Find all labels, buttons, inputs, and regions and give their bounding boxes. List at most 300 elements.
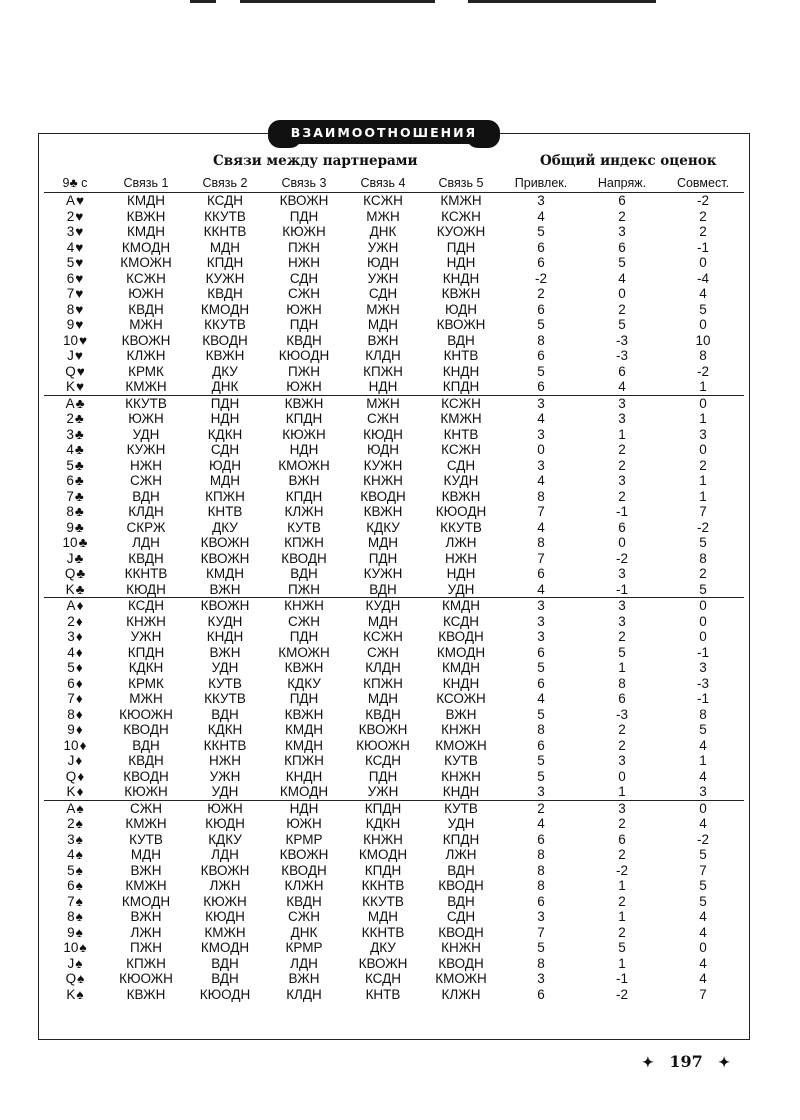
tension-cell: 5 [618, 317, 626, 332]
tension-cell: -1 [615, 581, 628, 597]
tension-cell: 3 [618, 224, 626, 239]
link-3-cell: КЮЖН [282, 224, 326, 239]
link-3-cell: КПЖН [284, 535, 324, 550]
attraction-cell: 4 [537, 411, 545, 426]
link-5-cell: КЮОДН [435, 504, 487, 519]
link-1-cell: МЖН [129, 317, 163, 332]
attraction-cell: 7 [537, 550, 545, 566]
attraction-cell: 6 [537, 379, 545, 394]
link-5-cell: ЛЖН [445, 847, 477, 862]
tension-cell: 1 [618, 955, 626, 971]
suit-icon: ♦ [75, 629, 83, 644]
link-5-cell: УДН [447, 581, 475, 597]
suit-icon: ♥ [76, 379, 85, 394]
link-5-cell: КПДН [442, 831, 480, 847]
card-cell [44, 582, 106, 598]
link-3-cell: ДНК [290, 924, 318, 940]
link-2-cell: УЖН [209, 768, 241, 784]
suit-icon: ♠ [75, 816, 83, 831]
attraction-cell: 8 [537, 332, 545, 348]
attraction-cell: 0 [537, 442, 545, 457]
table-row [44, 753, 744, 769]
card-cell [44, 784, 106, 800]
table-row [44, 614, 744, 630]
card-rank: 9 [66, 519, 74, 535]
attraction-cell: 6 [537, 986, 545, 1002]
compatibility-cell: 0 [699, 613, 707, 629]
top-rule-middle [240, 0, 435, 3]
link-1-cell: СЖН [130, 473, 162, 488]
link-3-cell: НЖН [288, 255, 320, 270]
card-rank: 6 [66, 270, 75, 286]
attraction-cell: 5 [537, 363, 545, 379]
suit-icon: ♦ [75, 660, 83, 675]
attraction-cell: 8 [537, 955, 545, 971]
card-rank: 3 [67, 629, 75, 644]
card-cell [44, 333, 106, 349]
compatibility-cell: 2 [699, 457, 707, 473]
link-3-cell: КРМР [285, 831, 323, 847]
attraction-cell: 8 [537, 722, 545, 737]
attraction-cell: 5 [537, 224, 545, 239]
card-cell [44, 629, 106, 645]
link-2-cell: КУДН [207, 613, 243, 629]
table-row [44, 863, 744, 879]
link-4-cell: КЮДН [363, 426, 403, 442]
page-number: 197 [669, 1052, 703, 1071]
link-3-cell: КВДН [286, 332, 322, 348]
card-rank: 10 [63, 940, 79, 955]
card-rank: 7 [66, 488, 74, 504]
link-4-cell: КДКН [365, 816, 401, 831]
link-3-cell: КЮОДН [278, 348, 330, 363]
link-2-cell: КВОЖН [200, 535, 250, 550]
attraction-cell: 4 [537, 519, 545, 535]
table-row [44, 566, 744, 582]
link-1-cell: КМДН [126, 224, 165, 239]
link-2-cell: КВЖН [205, 348, 245, 363]
card-rank: J [67, 348, 74, 363]
card-cell [44, 504, 106, 520]
link-5-cell: КНДН [442, 784, 480, 799]
card-rank: 7 [67, 893, 75, 909]
col-link-3: Связь 3 [281, 176, 327, 190]
suit-icon: ♠ [75, 909, 83, 924]
card-rank: 10 [62, 535, 78, 550]
link-5-cell: ЛЖН [445, 535, 477, 550]
compatibility-cell: 1 [699, 473, 707, 488]
compatibility-cell: 8 [699, 550, 707, 566]
link-3-cell: КУТВ [287, 519, 321, 535]
compatibility-cell: 4 [699, 955, 707, 971]
compatibility-cell: 1 [699, 753, 707, 768]
attraction-cell: 5 [537, 768, 545, 784]
card-cell [44, 489, 106, 505]
link-2-cell: КВДН [207, 286, 243, 301]
link-3-cell: КВДН [286, 893, 322, 909]
link-3-cell: КВОДН [281, 862, 327, 878]
link-1-cell: КМОДН [121, 239, 171, 255]
link-1-cell: КМДН [126, 193, 165, 208]
suit-icon: ♦ [75, 644, 83, 660]
tension-cell: 3 [618, 753, 626, 768]
card-rank: K [66, 784, 76, 799]
card-cell [44, 255, 106, 271]
link-1-cell: МДН [130, 847, 162, 862]
link-4-cell: КПЖН [363, 363, 403, 379]
compatibility-cell: 2 [699, 566, 707, 581]
link-4-cell: КМОДН [358, 847, 408, 862]
link-1-cell: КМЖН [125, 878, 167, 893]
attraction-cell: 3 [537, 629, 545, 644]
suit-icon: ♥ [75, 286, 84, 301]
table-row [44, 302, 744, 318]
link-1-cell: ПЖН [130, 940, 162, 955]
link-1-cell: СКРЖ [126, 519, 166, 535]
link-3-cell: НДН [289, 442, 319, 457]
footer-ornament-right: ✦ [718, 1055, 731, 1071]
attraction-cell: 6 [537, 255, 545, 270]
suit-icon: ♣ [74, 473, 84, 488]
link-5-cell: КНЖН [441, 768, 481, 784]
link-4-cell: МДН [367, 317, 399, 332]
card-cell [44, 614, 106, 630]
col-link-1: Связь 1 [123, 176, 169, 190]
table-row [44, 395, 744, 411]
link-2-cell: КМДН [205, 566, 244, 581]
card-cell [44, 863, 106, 879]
card-rank: 9 [67, 924, 75, 940]
link-5-cell: ЮДН [445, 301, 477, 317]
compatibility-cell: 5 [699, 535, 707, 550]
link-4-cell: КВЖН [363, 504, 403, 519]
attraction-cell: 2 [537, 286, 545, 301]
card-cell [44, 878, 106, 894]
suit-icon: ♥ [76, 193, 85, 208]
table-row [44, 676, 744, 692]
link-3-cell: ВЖН [288, 473, 320, 488]
tension-cell: 0 [618, 768, 626, 784]
compatibility-cell: 4 [699, 971, 707, 986]
card-rank: 2 [66, 411, 74, 426]
link-5-cell: ВДН [447, 893, 475, 909]
tension-cell: -1 [615, 971, 628, 986]
col-compatibility: Совмест. [676, 176, 730, 190]
link-5-cell: КУДН [443, 473, 479, 488]
card-cell [44, 348, 106, 364]
compatibility-cell: 8 [699, 348, 707, 363]
link-4-cell: ККУТВ [362, 893, 404, 909]
section-banner [268, 120, 500, 144]
suit-icon: ♠ [75, 847, 83, 862]
link-2-cell: КУЖН [205, 270, 245, 286]
link-5-cell: КНДН [442, 270, 480, 286]
link-4-cell: МЖН [366, 208, 400, 224]
link-3-cell: КВОЖН [279, 847, 329, 862]
compatibility-cell: 8 [699, 706, 707, 722]
link-2-cell: ККУТВ [204, 208, 246, 224]
link-3-cell: КДКУ [287, 675, 321, 691]
tension-cell: 2 [618, 816, 626, 831]
table-row [44, 286, 744, 302]
attraction-cell: 3 [537, 784, 545, 799]
suit-icon: ♦ [75, 613, 83, 629]
link-3-cell: КМОЖН [278, 644, 330, 660]
tension-cell: 2 [618, 457, 626, 473]
card-rank: 3 [67, 831, 75, 847]
link-2-cell: КВОЖН [186, 598, 264, 614]
table-row [44, 925, 744, 941]
link-4-cell: СЖН [367, 644, 399, 660]
card-rank: 8 [66, 301, 75, 317]
compatibility-cell: -4 [696, 270, 709, 286]
attraction-cell: 8 [537, 535, 545, 550]
col-card: 9♣ с [62, 176, 88, 190]
compatibility-cell: 4 [699, 737, 707, 753]
link-3-cell: КЛДН [286, 986, 322, 1002]
compatibility-cell: 2 [699, 208, 707, 224]
link-4-cell: КВОЖН [358, 722, 408, 737]
compatibility-cell: -1 [696, 644, 709, 660]
tension-cell: 0 [618, 535, 626, 550]
table-row [44, 427, 744, 443]
link-5-cell: ВДН [447, 332, 475, 348]
card-cell [44, 302, 106, 318]
card-rank: K [65, 581, 75, 597]
table-row [44, 707, 744, 723]
link-1-cell: КРМК [128, 675, 164, 691]
compatibility-cell: 4 [699, 909, 707, 924]
link-5-cell: КНТВ [443, 426, 479, 442]
card-cell [44, 551, 106, 567]
link-5-cell: ВЖН [445, 706, 477, 722]
table-row [44, 940, 744, 956]
suit-icon: ♥ [75, 208, 84, 224]
suit-icon: ♣ [75, 581, 85, 597]
card-rank: 4 [66, 239, 75, 255]
link-5-cell: КСДН [442, 613, 480, 629]
card-rank: A [66, 598, 76, 613]
link-1-cell: КПДН [127, 644, 165, 660]
link-3-cell: КЛЖН [284, 504, 324, 519]
link-1-cell: ЛДН [132, 535, 160, 550]
table-row [44, 691, 744, 707]
table-row [44, 645, 744, 661]
card-cell [44, 379, 106, 395]
link-5-cell: УДН [447, 816, 475, 831]
compatibility-cell: -2 [696, 519, 709, 535]
link-2-cell: ККНТВ [203, 224, 247, 239]
suit-icon: ♦ [76, 784, 84, 799]
suit-icon: ♦ [77, 768, 85, 784]
table-row [44, 255, 744, 271]
card-cell [44, 909, 106, 925]
suit-icon: ♥ [76, 363, 85, 379]
table-row [44, 489, 744, 505]
link-2-cell: ККНТВ [203, 737, 247, 753]
link-2-cell: КДКН [207, 426, 243, 442]
link-5-cell: КМДН [422, 598, 500, 614]
card-rank: 3 [66, 426, 74, 442]
link-5-cell: КПДН [442, 379, 480, 394]
tension-cell: 5 [618, 940, 626, 955]
attraction-cell: 6 [537, 675, 545, 691]
suit-icon: ♣ [74, 519, 84, 535]
link-3-cell: КПДН [285, 411, 323, 426]
card-rank: Q [65, 363, 76, 379]
card-rank: 6 [67, 675, 75, 691]
attraction-cell: 8 [537, 488, 545, 504]
compatibility-cell: 10 [695, 332, 711, 348]
card-rank: Q [64, 566, 76, 581]
compatibility-cell: 3 [699, 784, 707, 799]
compatibility-cell: -1 [696, 691, 709, 706]
link-5-cell: КВОДН [438, 924, 484, 940]
link-1-cell: КСДН [106, 598, 186, 614]
link-1-cell: КПЖН [126, 955, 166, 971]
link-2-cell: МДН [209, 239, 241, 255]
attraction-cell: 5 [537, 706, 545, 722]
link-3-cell: ПДН [289, 691, 319, 706]
table-row [44, 535, 744, 551]
suit-icon: ♣ [78, 535, 88, 550]
attraction-cell: 6 [537, 301, 545, 317]
link-4-cell: КПДН [364, 862, 402, 878]
table-row [44, 379, 744, 395]
link-4-cell: КВОЖН [358, 955, 408, 971]
link-2-cell: КМЖН [204, 924, 246, 940]
card-cell [44, 800, 106, 816]
link-3-cell: ПДН [289, 317, 319, 332]
link-4-cell: УЖН [367, 270, 399, 286]
link-4-cell: ЮДН [367, 442, 399, 457]
link-4-cell: КПЖН [363, 675, 403, 691]
table-row [44, 847, 744, 863]
card-cell [44, 271, 106, 287]
heading-overall-index: Общий индекс оценок [540, 153, 717, 169]
card-rank: J [66, 550, 74, 566]
table-row [44, 816, 744, 832]
table-row [44, 722, 744, 738]
link-3-cell: КЮЖН [282, 426, 326, 442]
suit-icon: ♥ [75, 317, 84, 332]
link-3-cell: КПЖН [284, 753, 324, 768]
link-5-cell: КСЖН [441, 442, 481, 457]
link-3-cell: НДН [264, 800, 344, 816]
link-2-cell: КЮДН [205, 816, 245, 831]
tension-cell: 3 [582, 395, 662, 411]
card-rank: 3 [66, 224, 75, 239]
link-4-cell: КНТВ [365, 986, 401, 1002]
tension-cell: 3 [618, 613, 626, 629]
link-1-cell: КДКН [128, 660, 164, 675]
card-rank: A [66, 800, 76, 816]
card-rank: 6 [66, 473, 74, 488]
tension-cell: 3 [582, 800, 662, 816]
suit-group [44, 598, 744, 801]
card-cell [44, 956, 106, 972]
card-cell [44, 209, 106, 225]
top-rule-right [468, 0, 656, 3]
link-4-cell: КЮОЖН [356, 737, 410, 753]
link-1-cell: ЛЖН [130, 924, 162, 940]
link-4-cell: КПДН [344, 800, 422, 816]
link-2-cell: КПДН [206, 255, 244, 270]
link-3-cell: ПЖН [288, 239, 320, 255]
card-rank: 2 [67, 816, 75, 831]
table-row [44, 504, 744, 520]
link-1-cell: КУТВ [129, 831, 163, 847]
card-cell [44, 894, 106, 910]
table-row [44, 987, 744, 1003]
tension-cell: 1 [618, 878, 626, 893]
card-rank: 8 [67, 909, 75, 924]
card-rank: 7 [67, 691, 75, 706]
link-4-cell: КУЖН [363, 566, 403, 581]
card-cell [44, 473, 106, 489]
link-5-cell: КНДН [442, 675, 480, 691]
card-rank: 10 [62, 332, 78, 348]
table-row [44, 769, 744, 785]
link-2-cell: КЮОДН [199, 986, 251, 1002]
compatibility-cell: 4 [699, 816, 707, 831]
card-cell [44, 224, 106, 240]
tension-cell: -2 [615, 862, 628, 878]
card-rank: A [65, 395, 75, 411]
link-1-cell: КМЖН [125, 379, 167, 394]
link-5-cell: КУТВ [444, 753, 478, 768]
tension-cell: 4 [618, 270, 626, 286]
tension-cell: 3 [618, 411, 626, 426]
col-link-4: Связь 4 [360, 176, 406, 190]
tension-cell: 2 [618, 629, 626, 644]
compatibility-cell: 5 [699, 893, 707, 909]
card-cell [44, 691, 106, 707]
attraction-cell: 6 [537, 893, 545, 909]
tension-cell: 6 [618, 363, 626, 379]
compatibility-cell: 7 [699, 862, 707, 878]
card-rank: 8 [66, 504, 74, 519]
link-3-cell: ПЖН [288, 581, 320, 597]
tension-cell: 6 [618, 691, 626, 706]
compatibility-cell: 5 [699, 581, 707, 597]
link-4-cell: МДН [367, 909, 399, 924]
table-row [44, 894, 744, 910]
table-row [44, 458, 744, 474]
attraction-cell: 4 [537, 581, 545, 597]
card-rank: J [67, 753, 75, 768]
attraction-cell: 6 [537, 831, 545, 847]
tension-cell: 2 [618, 208, 626, 224]
link-4-cell: КСЖН [363, 629, 403, 644]
compatibility-cell: 5 [699, 722, 707, 737]
link-4-cell: ПДН [368, 550, 398, 566]
suit-group [44, 395, 744, 598]
compatibility-cell: 7 [699, 986, 707, 1002]
table-row [44, 193, 744, 209]
link-3-cell: КВЖН [284, 660, 324, 675]
link-4-cell: НДН [368, 379, 398, 394]
link-4-cell: КУЖН [363, 457, 403, 473]
compatibility-cell: -2 [696, 831, 709, 847]
compatibility-cell: 4 [699, 768, 707, 784]
link-1-cell: КРМК [128, 363, 164, 379]
attraction-cell: 3 [500, 395, 582, 411]
card-cell [44, 458, 106, 474]
tension-cell: 2 [618, 301, 626, 317]
suit-icon: ♦ [75, 675, 83, 691]
table-row [44, 582, 744, 598]
